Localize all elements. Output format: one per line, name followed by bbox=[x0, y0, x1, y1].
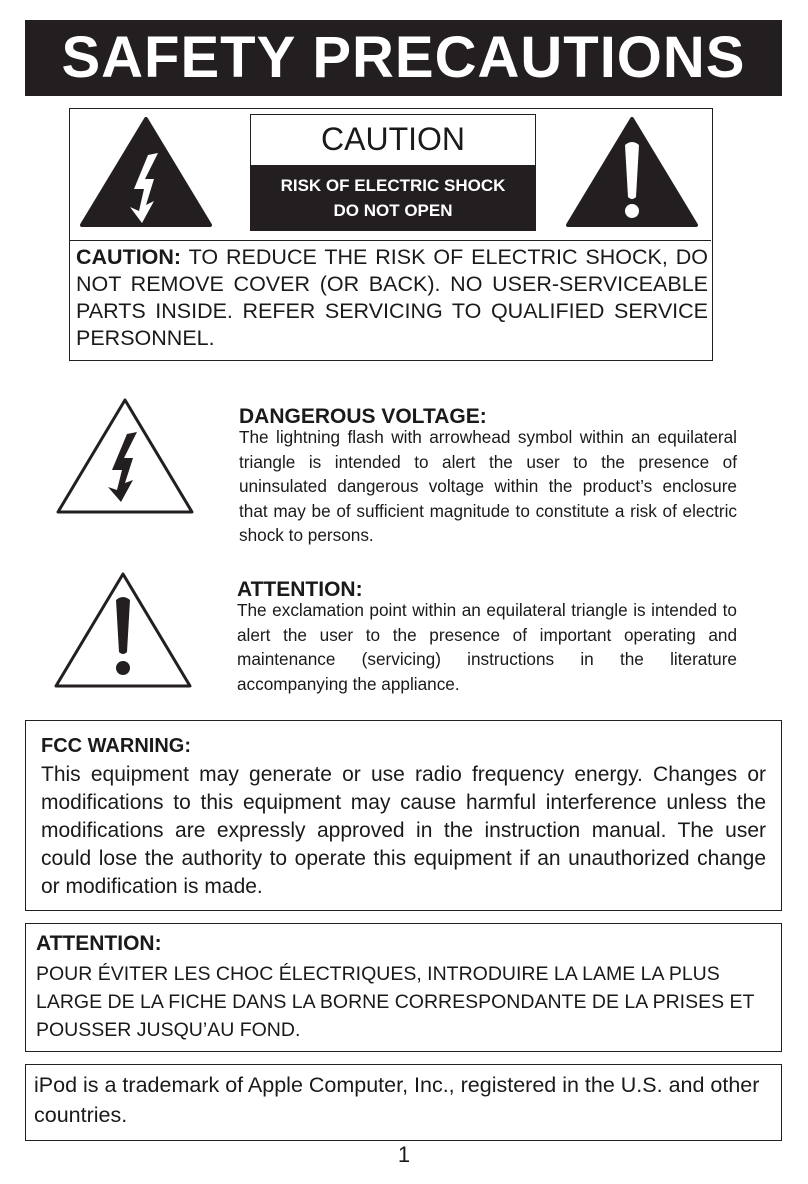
fcc-warning-box bbox=[25, 720, 782, 911]
page-number: 1 bbox=[397, 1142, 411, 1167]
shock-warning-plate bbox=[250, 165, 536, 231]
caution-text bbox=[76, 244, 708, 352]
lightning-outline-icon bbox=[54, 396, 196, 516]
caution-text-body: TO REDUCE THE RISK OF ELECTRIC SHOCK, DO NOT REMOVE COVER (OR BACK). NO USER-SERVICEABLE PARTS INSIDE. REFER SERVICING TO QUALIFIED SERVICE PERSONNEL. bbox=[76, 245, 708, 350]
fcc-warning-text: This equipment may generate or use radio frequency energy. Changes or modifications to this equipment may cause harmful interference unless the modifications are expressly approved in the instruction manual. The user could lose the authority to operate this equipment if an unauthorized change or modification is made. bbox=[41, 763, 766, 898]
attention-symbol-heading: ATTENTION: bbox=[237, 578, 363, 601]
fcc-warning-heading: FCC WARNING: bbox=[41, 735, 191, 757]
dangerous-voltage-text: The lightning flash with arrowhead symbol within an equilateral triangle is intended to alert the user to the presence of uninsulated dangerous voltage within the product’s enclosure that may be of sufficient magnitude to constitute a risk of electric shock to persons. bbox=[239, 427, 737, 545]
attention-symbol-text: The exclamation point within an equilateral triangle is intended to alert the user to the presence of important operating and maintenance (servicing) instructions in the literature accompanying the appliance. bbox=[237, 600, 737, 694]
caution-panel bbox=[69, 108, 713, 361]
attention-french-box bbox=[25, 923, 782, 1052]
caution-divider bbox=[70, 240, 711, 241]
trademark-box bbox=[25, 1064, 782, 1141]
caution-label-text: CAUTION bbox=[321, 121, 465, 157]
lightning-warning-icon bbox=[78, 115, 214, 229]
page-title: SAFETY PRECAUTIONS bbox=[61, 25, 746, 90]
caution-label bbox=[250, 114, 536, 166]
page-title-banner bbox=[25, 20, 782, 96]
dangerous-voltage-heading: DANGEROUS VOLTAGE: bbox=[239, 405, 487, 428]
attention-french-text: POUR ÉVITER LES CHOC ÉLECTRIQUES, INTRODUIRE LA LAME LA PLUS LARGE DE LA FICHE DANS LA BORNE CORRESPONDANTE DE LA PRISES ET POUSSER JUSQU’AU FOND. bbox=[36, 963, 755, 1041]
shock-warning-line-1: RISK OF ELECTRIC SHOCK bbox=[280, 176, 506, 195]
attention-french-heading: ATTENTION: bbox=[36, 932, 162, 955]
shock-warning-line-2: DO NOT OPEN bbox=[333, 201, 453, 220]
caution-text-lead: CAUTION: bbox=[76, 245, 182, 269]
exclamation-warning-icon bbox=[564, 115, 700, 229]
trademark-text: iPod is a trademark of Apple Computer, Inc., registered in the U.S. and other countries. bbox=[34, 1073, 760, 1127]
exclamation-outline-icon bbox=[52, 570, 194, 690]
